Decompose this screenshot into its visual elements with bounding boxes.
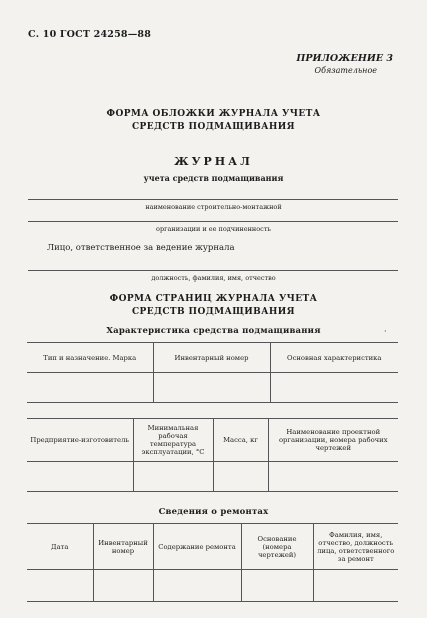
org-sub-caption: организации и ее подчиненность xyxy=(156,225,271,233)
table-row xyxy=(27,570,398,602)
characteristics-heading: Характеристика средства подмащивания xyxy=(106,326,321,336)
table-cell xyxy=(133,462,213,492)
col-inventory-number: Инвентарный номер xyxy=(153,343,270,373)
col-basis-drawings: Основание (номера чертежей) xyxy=(241,524,313,570)
pages-form-title-line1: ФОРМА СТРАНИЦ ЖУРНАЛА УЧЕТА xyxy=(109,294,318,304)
col-inventory-number: Инвентарный номер xyxy=(93,524,153,570)
journal-subtitle: учета средств подмащивания xyxy=(143,173,284,183)
table-cell xyxy=(27,373,153,403)
col-date: Дата xyxy=(27,524,93,570)
page-header: С. 10 ГОСТ 24258—88 xyxy=(28,29,152,40)
table-cell xyxy=(153,570,241,602)
tick-mark: · xyxy=(384,327,387,336)
repairs-table xyxy=(27,523,398,602)
col-responsible-person: Фамилия, имя, отчество, должность лица, ответственного за ремонт xyxy=(313,524,398,570)
col-repair-content: Содержание ремонта xyxy=(153,524,241,570)
cover-form-title-line2: СРЕДСТВ ПОДМАЩИВАНИЯ xyxy=(131,122,296,132)
col-type-mark: Тип и назначение. Марка xyxy=(27,343,153,373)
table-cell xyxy=(241,570,313,602)
org-name-caption: наименование строительно-монтажной xyxy=(145,203,282,211)
manufacturer-table xyxy=(27,418,398,492)
pages-form-title-line2: СРЕДСТВ ПОДМАЩИВАНИЯ xyxy=(131,307,296,317)
appendix-subtitle: Обязательное xyxy=(314,66,377,75)
characteristics-table xyxy=(27,342,398,403)
table-cell xyxy=(268,462,398,492)
table-cell xyxy=(313,570,398,602)
org-name-line xyxy=(28,199,398,200)
position-caption: должность, фамилия, имя, отчество xyxy=(151,274,276,282)
table-row xyxy=(27,373,398,403)
table-row xyxy=(27,462,398,492)
col-min-temperature: Минимальная рабочая температура эксплуатации, °С xyxy=(133,419,213,462)
repairs-heading: Сведения о ремонтах xyxy=(158,507,269,517)
table-cell xyxy=(213,462,268,492)
table-cell xyxy=(93,570,153,602)
col-main-characteristic: Основная характеристика xyxy=(270,343,398,373)
col-design-organization: Наименование проектной организации, номера рабочих чертежей xyxy=(268,419,398,462)
table-cell xyxy=(27,570,93,602)
org-sub-line xyxy=(28,221,398,222)
journal-title: ЖУРНАЛ xyxy=(174,155,253,168)
responsible-person-label: Лицо, ответственное за ведение журнала xyxy=(47,243,235,253)
cover-form-title-line1: ФОРМА ОБЛОЖКИ ЖУРНАЛА УЧЕТА xyxy=(106,109,321,119)
table-cell xyxy=(270,373,398,403)
responsible-line xyxy=(28,270,398,271)
table-cell xyxy=(27,462,133,492)
appendix-title: ПРИЛОЖЕНИЕ 3 xyxy=(296,53,393,64)
col-manufacturer: Предприятие-изготовитель xyxy=(27,419,133,462)
col-mass: Масса, кг xyxy=(213,419,268,462)
table-cell xyxy=(153,373,270,403)
